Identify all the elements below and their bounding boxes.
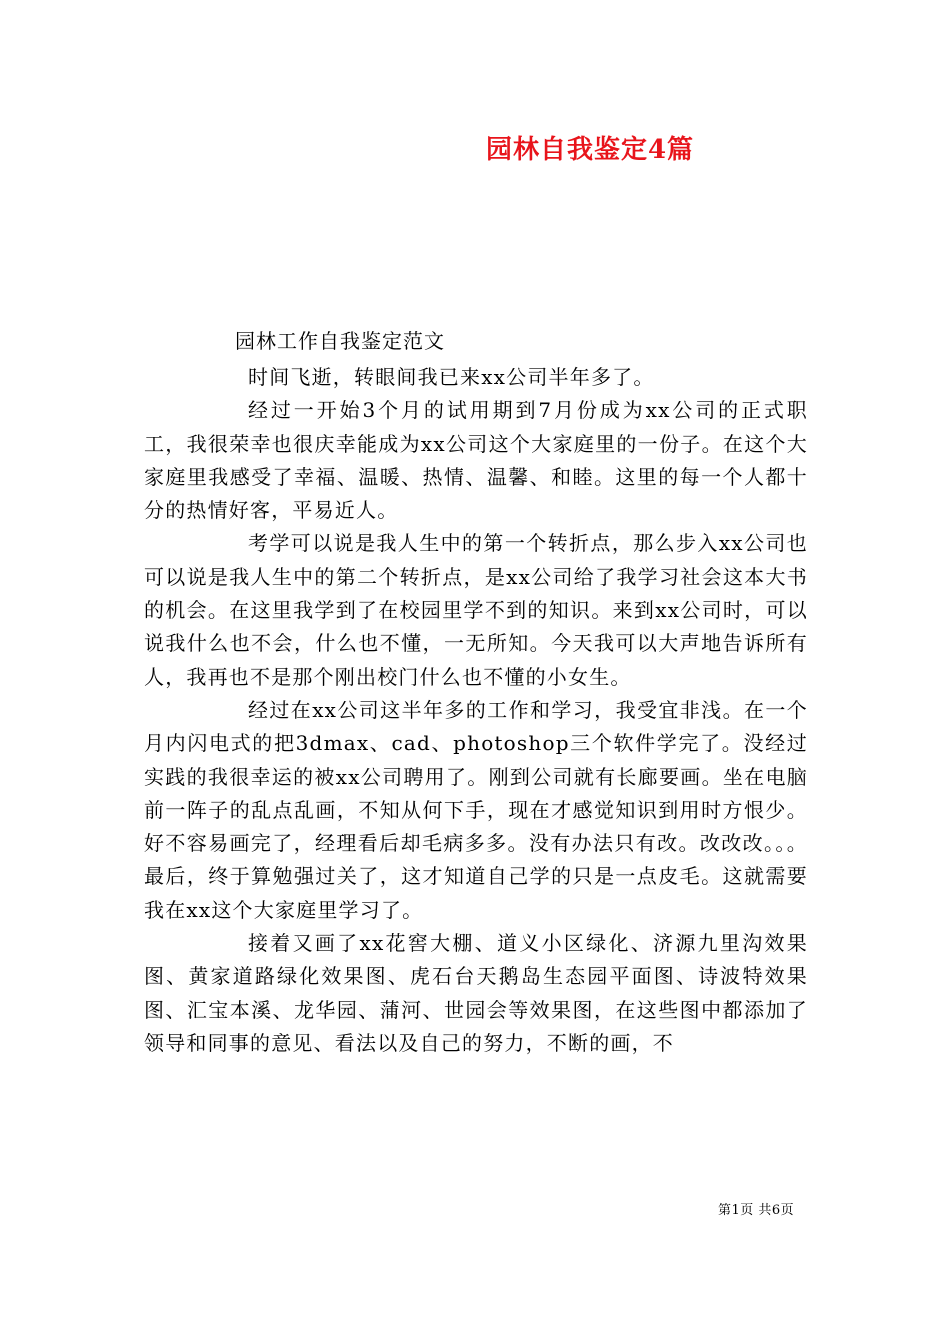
page-number-footer: 第1页 共6页 [718, 1203, 795, 1218]
paragraph-5: 接着又画了xx花窖大棚、道义小区绿化、济源九里沟效果图、黄家道路绿化效果图、虎石台天鹅岛生态园平面图、诗波特效果图、汇宝本溪、龙华园、蒲河、世园会等效果图，在这些图中都添加了领导和同事的意见、看法以及自己的努力，不断的画，不 [144, 931, 808, 1055]
paragraph-4: 经过在xx公司这半年多的工作和学习，我受宜非浅。在一个月内闪电式的把3dmax、cad、photoshop三个软件学完了。没经过实践的我很幸运的被xx公司聘用了。刚到公司就有长廊要画。坐在电脑前一阵子的乱点乱画，不知从何下手，现在才感觉知识到用时方恨少。好不容易画完了，经理看后却毛病多多。没有办法只有改。改改改。。。最后，终于算勉强过关了，这才知道自己学的只是一点皮毛。这就需要我在xx这个大家庭里学习了。 [144, 697, 808, 922]
paragraph-2: 经过一开始3个月的试用期到7月份成为xx公司的正式职工，我很荣幸也很庆幸能成为xx公司这个大家庭里的一份子。在这个大家庭里我感受了幸福、温暖、热情、温馨、和睦。这里的每一个人都十分的热情好客，平易近人。 [144, 398, 808, 523]
document-title: 园林自我鉴定4篇 [485, 135, 695, 165]
paragraph-1: 时间飞逝，转眼间我已来xx公司半年多了。 [248, 365, 655, 389]
paragraph-3: 考学可以说是我人生中的第一个转折点，那么步入xx公司也可以说是我人生中的第二个转折点，是xx公司给了我学习社会这本大书的机会。在这里我学到了在校园里学不到的知识。来到xx公司时，可以说我什么也不会，什么也不懂，一无所知。今天我可以大声地告诉所有人，我再也不是那个刚出校门什么也不懂的小女生。 [144, 531, 808, 689]
document-body [144, 361, 808, 1060]
document-subtitle: 园林工作自我鉴定范文 [235, 329, 445, 353]
